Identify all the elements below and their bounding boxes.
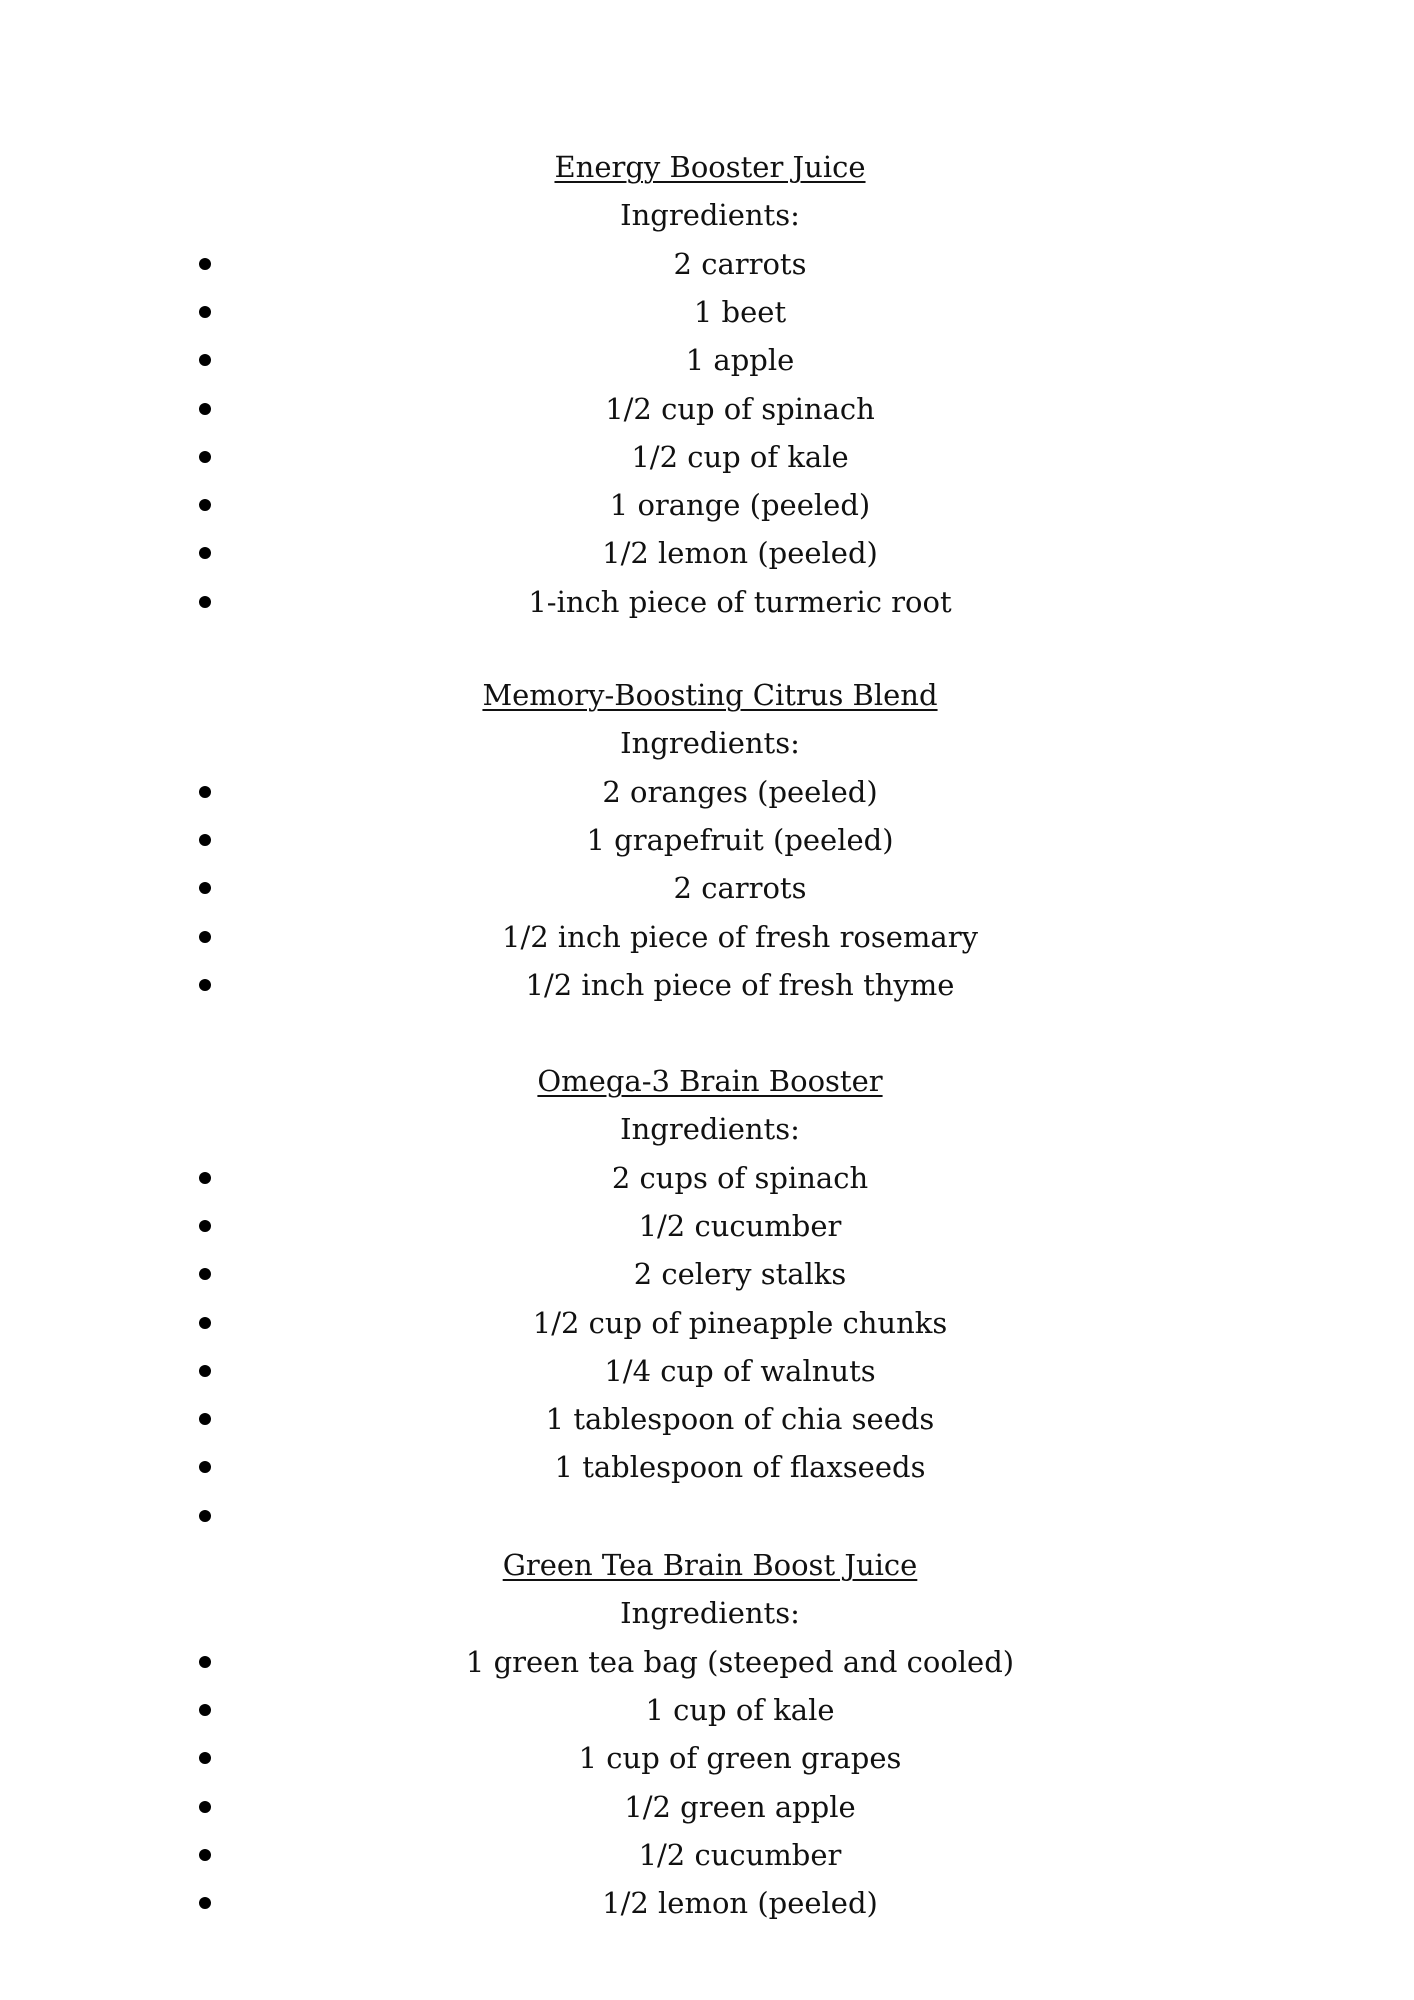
ingredient-list-item (0, 768, 1414, 816)
bullet-icon (199, 1317, 211, 1329)
ingredient-list-item (0, 1250, 1414, 1298)
ingredient-text: 1 cup of kale (645, 1692, 835, 1727)
ingredient-list-item (0, 1395, 1414, 1443)
bullet-icon (199, 1752, 211, 1764)
ingredients-heading (0, 719, 1414, 767)
ingredient-list-item (0, 864, 1414, 912)
bullet-icon (199, 547, 211, 559)
bullet-icon (199, 931, 211, 943)
ingredient-text: 1/4 cup of walnuts (604, 1353, 876, 1388)
ingredient-list-item (0, 1831, 1414, 1879)
ingredient-list-item (0, 1299, 1414, 1347)
ingredient-text: 1 orange (peeled) (609, 488, 871, 523)
bullet-icon (199, 1172, 211, 1184)
ingredient-list-item (0, 1734, 1414, 1782)
bullet-icon (199, 1268, 211, 1280)
ingredient-list-item (0, 1443, 1414, 1491)
ingredient-text: 2 cups of spinach (611, 1160, 869, 1195)
ingredient-text: 1 beet (693, 294, 787, 329)
ingredient-list-item (0, 1492, 1414, 1540)
recipe-title (0, 1541, 1414, 1589)
ingredient-list-item (0, 481, 1414, 529)
ingredient-text: 1 green tea bag (steeped and cooled) (465, 1644, 1015, 1679)
ingredient-text: 2 oranges (peeled) (602, 774, 878, 809)
recipe-title-text: Omega-3 Brain Booster (537, 1064, 883, 1098)
ingredient-list-item (0, 1347, 1414, 1395)
ingredient-text: 1 grapefruit (peeled) (586, 822, 894, 857)
ingredient-text: 1/2 cup of pineapple chunks (532, 1305, 948, 1340)
recipe-title-text: Green Tea Brain Boost Juice (502, 1548, 918, 1582)
recipe-title (0, 1057, 1414, 1105)
bullet-icon (199, 499, 211, 511)
recipe-title (0, 671, 1414, 719)
ingredients-label: Ingredients: (620, 198, 800, 233)
ingredient-text: 2 carrots (673, 246, 807, 281)
ingredient-list-item (0, 1202, 1414, 1250)
ingredient-text: 1/2 cucumber (638, 1208, 842, 1243)
bullet-icon (199, 786, 211, 798)
bullet-icon (199, 403, 211, 415)
ingredient-list-item (0, 816, 1414, 864)
ingredient-text: 1/2 lemon (peeled) (602, 536, 878, 571)
bullet-icon (199, 258, 211, 270)
ingredient-text: 1/2 cucumber (638, 1837, 842, 1872)
ingredient-text: 1/2 inch piece of fresh rosemary (502, 919, 978, 954)
ingredient-list-item (0, 529, 1414, 577)
ingredients-label: Ingredients: (620, 726, 800, 761)
bullet-icon (199, 1801, 211, 1813)
ingredient-text: 2 carrots (673, 871, 807, 906)
ingredient-text: 1/2 inch piece of fresh thyme (525, 967, 955, 1002)
ingredient-list-item (0, 1686, 1414, 1734)
bullet-icon (199, 1413, 211, 1425)
bullet-icon (199, 596, 211, 608)
ingredient-list-item (0, 578, 1414, 626)
ingredients-heading (0, 1589, 1414, 1637)
bullet-icon (199, 1510, 211, 1522)
ingredient-list-item (0, 913, 1414, 961)
ingredients-heading (0, 191, 1414, 239)
ingredient-list-item (0, 336, 1414, 384)
ingredient-text: 2 celery stalks (633, 1257, 847, 1292)
ingredient-list-item (0, 1783, 1414, 1831)
bullet-icon (199, 1849, 211, 1861)
bullet-icon (199, 979, 211, 991)
ingredient-list-item (0, 1879, 1414, 1927)
bullet-icon (199, 834, 211, 846)
ingredients-label: Ingredients: (620, 1112, 800, 1147)
bullet-icon (199, 451, 211, 463)
ingredients-label: Ingredients: (620, 1596, 800, 1631)
ingredient-list-item (0, 288, 1414, 336)
ingredient-text: 1 tablespoon of flaxseeds (554, 1450, 926, 1485)
ingredient-text: 1/2 cup of spinach (605, 391, 875, 426)
ingredient-text: 1 tablespoon of chia seeds (545, 1402, 935, 1437)
ingredient-list-item (0, 961, 1414, 1009)
ingredient-list-item (0, 385, 1414, 433)
bullet-icon (199, 1365, 211, 1377)
ingredient-list-item (0, 433, 1414, 481)
bullet-icon (199, 1704, 211, 1716)
bullet-icon (199, 354, 211, 366)
recipe-title-text: Memory-Boosting Citrus Blend (482, 678, 938, 712)
ingredients-heading (0, 1105, 1414, 1153)
bullet-icon (199, 306, 211, 318)
bullet-icon (199, 1897, 211, 1909)
recipe-title (0, 143, 1414, 191)
bullet-icon (199, 1461, 211, 1473)
ingredient-list-item (0, 1154, 1414, 1202)
ingredient-list-item (0, 240, 1414, 288)
bullet-icon (199, 882, 211, 894)
ingredient-text: 1/2 green apple (624, 1789, 856, 1824)
recipe-title-text: Energy Booster Juice (554, 150, 866, 184)
ingredient-list-item (0, 1638, 1414, 1686)
ingredient-text: 1-inch piece of turmeric root (528, 584, 952, 619)
ingredient-text: 1 cup of green grapes (578, 1741, 902, 1776)
ingredient-text: 1/2 lemon (peeled) (602, 1886, 878, 1921)
ingredient-text: 1 apple (685, 343, 795, 378)
bullet-icon (199, 1220, 211, 1232)
bullet-icon (199, 1656, 211, 1668)
ingredient-text: 1/2 cup of kale (631, 439, 849, 474)
